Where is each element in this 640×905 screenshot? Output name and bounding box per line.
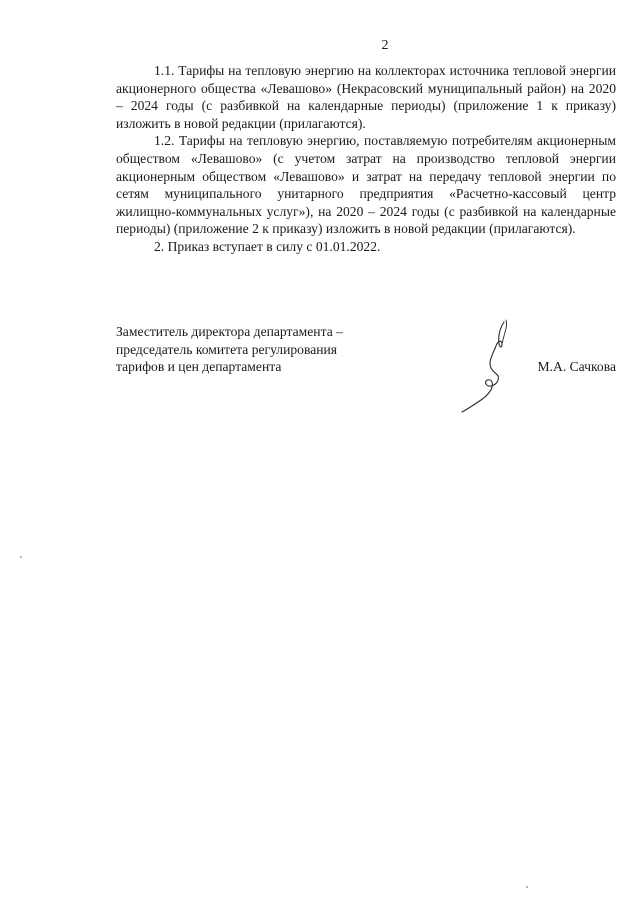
signer-title-line-1: Заместитель директора департамента – <box>116 324 343 339</box>
paragraph-2: 2. Приказ вступает в силу с 01.01.2022. <box>154 238 381 254</box>
handwritten-signature <box>458 318 528 413</box>
scan-speck <box>20 556 22 558</box>
scan-speck <box>526 886 528 888</box>
document-body <box>116 62 616 256</box>
paragraph-1-2: 1.2. Тарифы на тепловую энергию, поставляемую потребителям акционерным обществом «Левашово» (с учетом затрат на производство тепловой энергии акционерным обществом «Левашово» и затрат на передачу тепловой энергии по сетям муниципального унитарного предприятия «Расчетно-кассовый центр жилищно-коммунальных услуг»), на 2020 – 2024 годы (с разбивкой на календарные периоды) (приложение 2 к приказу) изложить в новой редакции (прилагаются). <box>116 133 616 237</box>
signer-name: М.А. Сачкова <box>537 359 616 374</box>
paragraph-1-1: 1.1. Тарифы на тепловую энергию на коллекторах источника тепловой энергии акционерного общества «Левашово» (Некрасовский муниципальный район) на 2020 – 2024 годы (с разбивкой на календарные периоды) (приложение 1 к приказу) изложить в новой редакции (прилагаются). <box>116 63 616 131</box>
signer-title-line-3: тарифов и цен департамента <box>116 359 282 375</box>
signer-title-line-2: председатель комитета регулирования <box>116 341 338 357</box>
page-number: 2 <box>381 38 389 53</box>
